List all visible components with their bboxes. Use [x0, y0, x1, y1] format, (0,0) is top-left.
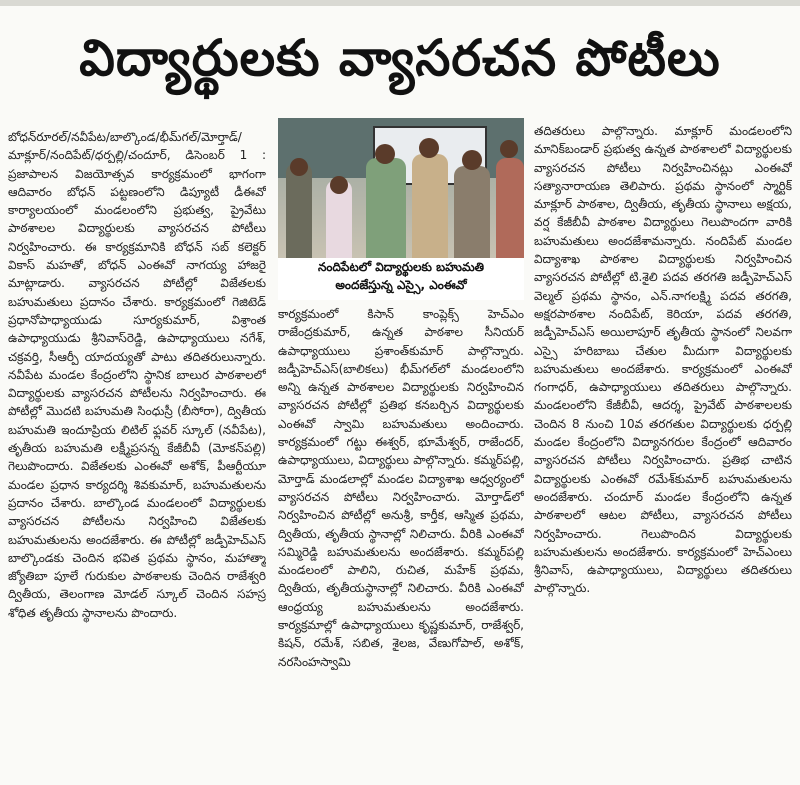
photo-caption-line-1: నందిపేటలో విద్యార్థులకు బహుమతి	[317, 260, 485, 274]
article-column-2: కార్యక్రమంలో కిసాన్‌ కాంప్లెక్స్‌ హెచ్‌ఎం రాజేంద్రకుమార్‌, ఉన్నత పాఠశాల సీనియర్‌ ఉపాధ్యాయులు ప్రశాంత్‌కుమార్‌ పాల్గొన్నారు. జడ్పీహెచ్‌ఎస్‌(బాలికలు) భీమ్‌గల్‌లో మండలంలోని అన్ని ఉన్నత పాఠశాలల విద్యార్థులకు నిర్వహించిన వ్యాసరచన పోటీల్లో ప్రతిభ కనబర్చిన విద్యార్థులకు ఎంఈవో స్వామి బహుమతులు అందించారు. కార్యక్రమంలో గట్టు ఈశ్వర్‌, భూమేశ్వర్‌, రాజేందర్‌, ఉపాధ్యాయులు, విద్యార్థులు పాల్గొన్నారు. కమ్మర్‌పల్లి, మోర్తాడ్‌ మండలాల్లో మండల విద్యాశాఖ ఆధ్వర్యంలో వ్యాసరచన పోటీలు నిర్వహించారు. మోర్తాడ్‌లో నిర్వహించిన పోటీల్లో అనుశ్రీ, కార్తీక, ఆస్మిత ప్రథమ, ద్వితీయ, తృతీయ స్థానాల్లో నిలిచారు. వీరికి ఎంఈవో సమ్మిరెడ్డి బహుమతులను అందజేశారు. కమ్మర్‌పల్లి మండలంలో పాలిని, రుచిత, మహేక్‌ ప్రథమ, ద్వితీయ, తృతీయస్థానాల్లో నిలిచారు. వీరికి ఎంఈవో ఆంధ్రయ్య బహుమతులను అందజేశారు. కార్యక్రమాల్లో ఉపాధ్యాయులు కృష్ణకుమార్‌, రాజేశ్వర్‌, కిషన్‌, రమేశ్‌, సబిత, శైలజ, వేణుగోపాల్‌, అశోక్‌, నరసింహస్వామి	[278, 307, 524, 669]
article-column-3: తదితరులు పాల్గొన్నారు. మాక్లూర్‌ మండలంలోని మానిక్‌బండార్‌ ప్రభుత్వ ఉన్నత పాఠశాలలో విద్యార్థులకు వ్యాసరచన పోటీలు నిర్వహించినట్లు ఎంఈవో సత్యానారాయణ తెలిపారు. ప్రథమ స్థానంలో స్మార్టిక్‌ మాక్లూర్‌ పాఠశాల, ద్వితీయ, తృతీయ స్థానాలు అక్షయ, వర్ష కేజీబీవీ పాఠశాల విద్యార్థులు గెలుపొందగా వారికి బహుమతులు అందజేశామన్నారు. నందిపేట్‌ మండల విద్యాశాఖ పాఠశాల విద్యార్థులకు నిర్వహించిన వ్యాసరచన పోటీల్లో టి.శైలి పదవ తరగతి జడ్పీహెచ్‌ఎస్‌ వెల్మల్‌ ప్రథమ స్థానం, ఎన్‌.నాగలక్ష్మి పదవ తరగతి, అక్షరపాఠశాల నందిపేట్‌, కెరియా, పదవ తరగతి, జడ్పీహెచ్‌ఎస్‌ అయిలాపూర్‌ తృతీయ స్థానంలో నిలవగా ఎస్సై హరిబాబు చేతుల మీదుగా విద్యార్థులకు బహుమతులు అందజేశారు. కార్యక్రమంలో ఎంఈవో గంగాధర్‌, ఉపాధ్యాయులు తదితరులు పాల్గొన్నారు. మండలంలోని కేజీబీవీ, ఆదర్శ, ప్రైవేట్‌ పాఠశాలలకు చెందిన 8 నుంచి 10వ తరగతుల విద్యార్థులకు ధర్పల్లి మండల కేంద్రంలోని విద్యానగరుల కేంద్రంలో ఆదివారం వ్యాసరచన పోటీలు నిర్వహించారు. ప్రతిభ చాటిన విద్యార్థులకు ఎంఈవో రమేశ్‌కుమార్‌ బహుమతులను అందజేశారు. చందూర్‌ మండల కేంద్రంలోని ఉన్నత పాఠశాలలో ఆటల పోటీలు, వ్యాసరచన పోటీలు నిర్వహించారు. గెలుపొందిన విద్యార్థులకు బహుమతులను అందజేశారు. కార్యక్రమంలో హెచ్‌ఎంలు శ్రీనివాస్‌, ఉపాధ్యాయులు, విద్యార్థులు తదితరులు పాల్గొన్నారు.	[534, 124, 792, 596]
page-top-rule	[0, 0, 800, 6]
headline: విద్యార్థులకు వ్యాసరచన పోటీలు	[79, 29, 721, 87]
article-column-1: బోధన్‌రూరల్‌/నవీపేట/బాల్కొండ/భీమ్‌గల్‌/మోర్తాడ్‌/మాక్లూర్‌/నందిపేట్‌/ధర్పల్లి/చందూర్‌, డిసెంబర్‌ 1 : ప్రజాపాలన విజయోత్సవ కార్యక్రమంలో భాగంగా ఆదివారం బోధన్‌ పట్టణంలోని డిప్యూటీ డీఈవో కార్యాలయంలో మండలంలోని ప్రభుత్వ, ప్రైవేటు పాఠశాలల విద్యార్థులకు వ్యాసరచన పోటీలు నిర్వహించారు. ఈ కార్యక్రమానికి బోధన్‌ సబ్‌ కలెక్టర్‌ వికాస్‌ మహతో, బోధన్‌ ఎంఈవో నాగయ్య హాజరై మాట్లాడారు. వ్యాసరచన పోటీల్లో విజేతలకు బహుమతులు ప్రదానం చేశారు. కార్యక్రమంలో గెజిటెడ్‌ ప్రధానోపాధ్యాయుడు సూర్యకుమార్‌, విశ్రాంత ఉపాధ్యాయుడు శ్రీనివాస్‌రెడ్డి, ఉపాధ్యాయులు నగేశ్‌, చక్రవర్తి, సీఆర్పీ యాదయ్యతో పాటు తదితరులున్నారు. నవీపేట మండల కేంద్రంలోని స్థానిక బాలుర పాఠశాలలో విద్యార్థులకు వ్యాసరచన పోటీలను నిర్వహించారు. ఈ పోటీల్లో మొదటి బహుమతి సింధుస్రీ (బీసోరా), ద్వితీయ బహుమతి ఇందూప్రియ లిటిల్‌ ఫ్లవర్‌ స్కూల్‌ (నవీపేట), తృతీయ బహుమతి లక్ష్మీప్రసన్న కేజీబీవీ (మోకన్‌పల్లి) గెలుపొందారు. విజేతలకు ఎంఈవో అశోక్‌, పీఆర్టీయూ మండల ప్రధాన కార్యదర్శి శివకుమార్‌, బహుమతులను ప్రదానం చేశారు. బాల్కొండ మండలంలో విద్యార్థులకు వ్యాసరచన పోటీలను నిర్వహించి విజేతలకు బహుమతులను అందజేశారు. ఈ పోటీల్లో జడ్పీహెచ్‌ఎస్‌ బాల్కొండకు చెందిన భవిత ప్రథమ స్థానం, మహాత్మా జ్యోతిబా పూలే గురుకుల పాఠశాలకు చెందిన రాజేశ్వరి ద్వితీయ, తెలంగాణ మోడల్‌ స్కూల్‌ చెందిన సహస్ర శోధిత తృతీయ స్థానాలను పొందారు.	[8, 130, 266, 620]
photo-caption-line-2: అందజేస్తున్న ఎస్సై, ఎంఈవో	[335, 278, 467, 292]
news-photo	[278, 118, 524, 258]
photo-caption	[278, 258, 524, 300]
